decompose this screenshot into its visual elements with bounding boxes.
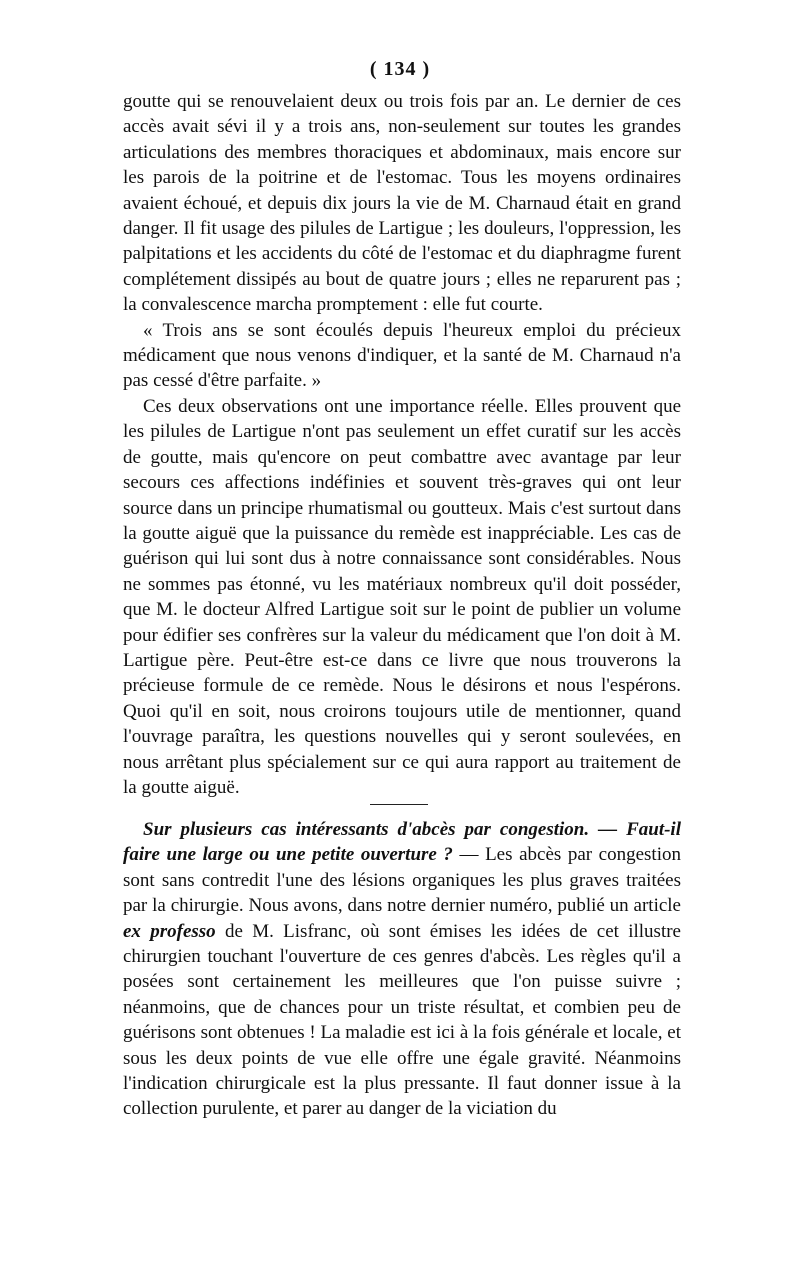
latin-phrase: ex professo <box>123 920 216 942</box>
paragraph-abces <box>123 817 681 1122</box>
text-block-top <box>123 89 681 800</box>
section-heading: Sur plusieurs cas intéressants d'abcès par congestion. — Faut-il faire une large ou une petite ouverture ? <box>123 819 681 866</box>
section-separator <box>370 804 428 805</box>
paragraph-quote: « Trois ans se sont écoulés depuis l'heureux emploi du précieux médicament que nous venons d'indiquer, et la santé de M. Charnaud n'a pas cessé d'être parfaite. » <box>123 319 681 392</box>
paragraph-observations: Ces deux observations ont une importance réelle. Elles prouvent que les pilules de Lartigue n'ont pas seulement un effet curatif sur les accès de goutte, mais qu'encore on peut combattre avec avantage par leur secours ces affections indéfinies et souvent très-graves qui ont leur source dans un principe rhumatismal ou goutteux. Mais c'est surtout dans la goutte aiguë que la puissance du remède est inappréciable. Les cas de guérison qui lui sont dus à notre connaissance sont considérables. Nous ne sommes pas étonné, vu les matériaux nombreux qu'il doit posséder, que M. le docteur Alfred Lartigue soit sur le point de publier un volume pour édifier ses confrères sur la valeur du médicament que l'on doit à M. Lartigue père. Peut-être est-ce dans ce livre que nous trouverons la précieuse formule de ce remède. Nous le désirons et nous l'espérons. Quoi qu'il en soit, nous croirons toujours utile de mentionner, quand l'ouvrage paraîtra, les questions nouvelles qui y seront soulevées, en nous arrêtant plus spécialement sur ce qui aura rapport au traitement de la goutte aiguë. <box>123 395 681 798</box>
section-text-part1: — Les abcès par congestion sont sans contredit l'une des lésions organiques les plus graves traitées par la chirurgie. Nous avons, dans notre dernier numéro, publié un article <box>123 844 681 917</box>
paragraph-continuation: goutte qui se renouvelaient deux ou trois fois par an. Le dernier de ces accès avait sévi il y a trois ans, non-seulement sur toutes les grandes articulations des membres thoraciques et abdominaux, mais encore sur les parois de la poitrine et de l'estomac. Tous les moyens ordinaires avaient échoué, et depuis dix jours la vie de M. Charnaud était en grand danger. Il fit usage des pilules de Lartigue ; les douleurs, l'oppression, les palpitations et les accidents du côté de l'estomac et du diaphragme furent complétement dissipés au bout de quatre jours ; elles ne reparurent pas ; la convalescence marcha promptement : elle fut courte. <box>123 91 681 316</box>
page-number: ( 134 ) <box>369 58 431 80</box>
section-text-part2: de M. Lisfranc, où sont émises les idées de cet illustre chirurgien touchant l'ouverture de ces genres d'abcès. Les règles qu'il a posées sont certainement les meilleures que l'on puisse suivre ; néanmoins, que de chances pour un triste résultat, et combien peu de guérisons sont obtenues ! La maladie est ici à la fois générale et locale, et sous les deux points de vue elle offre une égale gravité. Néanmoins l'indication chirurgicale est la plus pressante. Il faut donner issue à la collection purulente, et parer au danger de la viciation du <box>123 920 681 1120</box>
text-block-bottom <box>123 817 681 1122</box>
